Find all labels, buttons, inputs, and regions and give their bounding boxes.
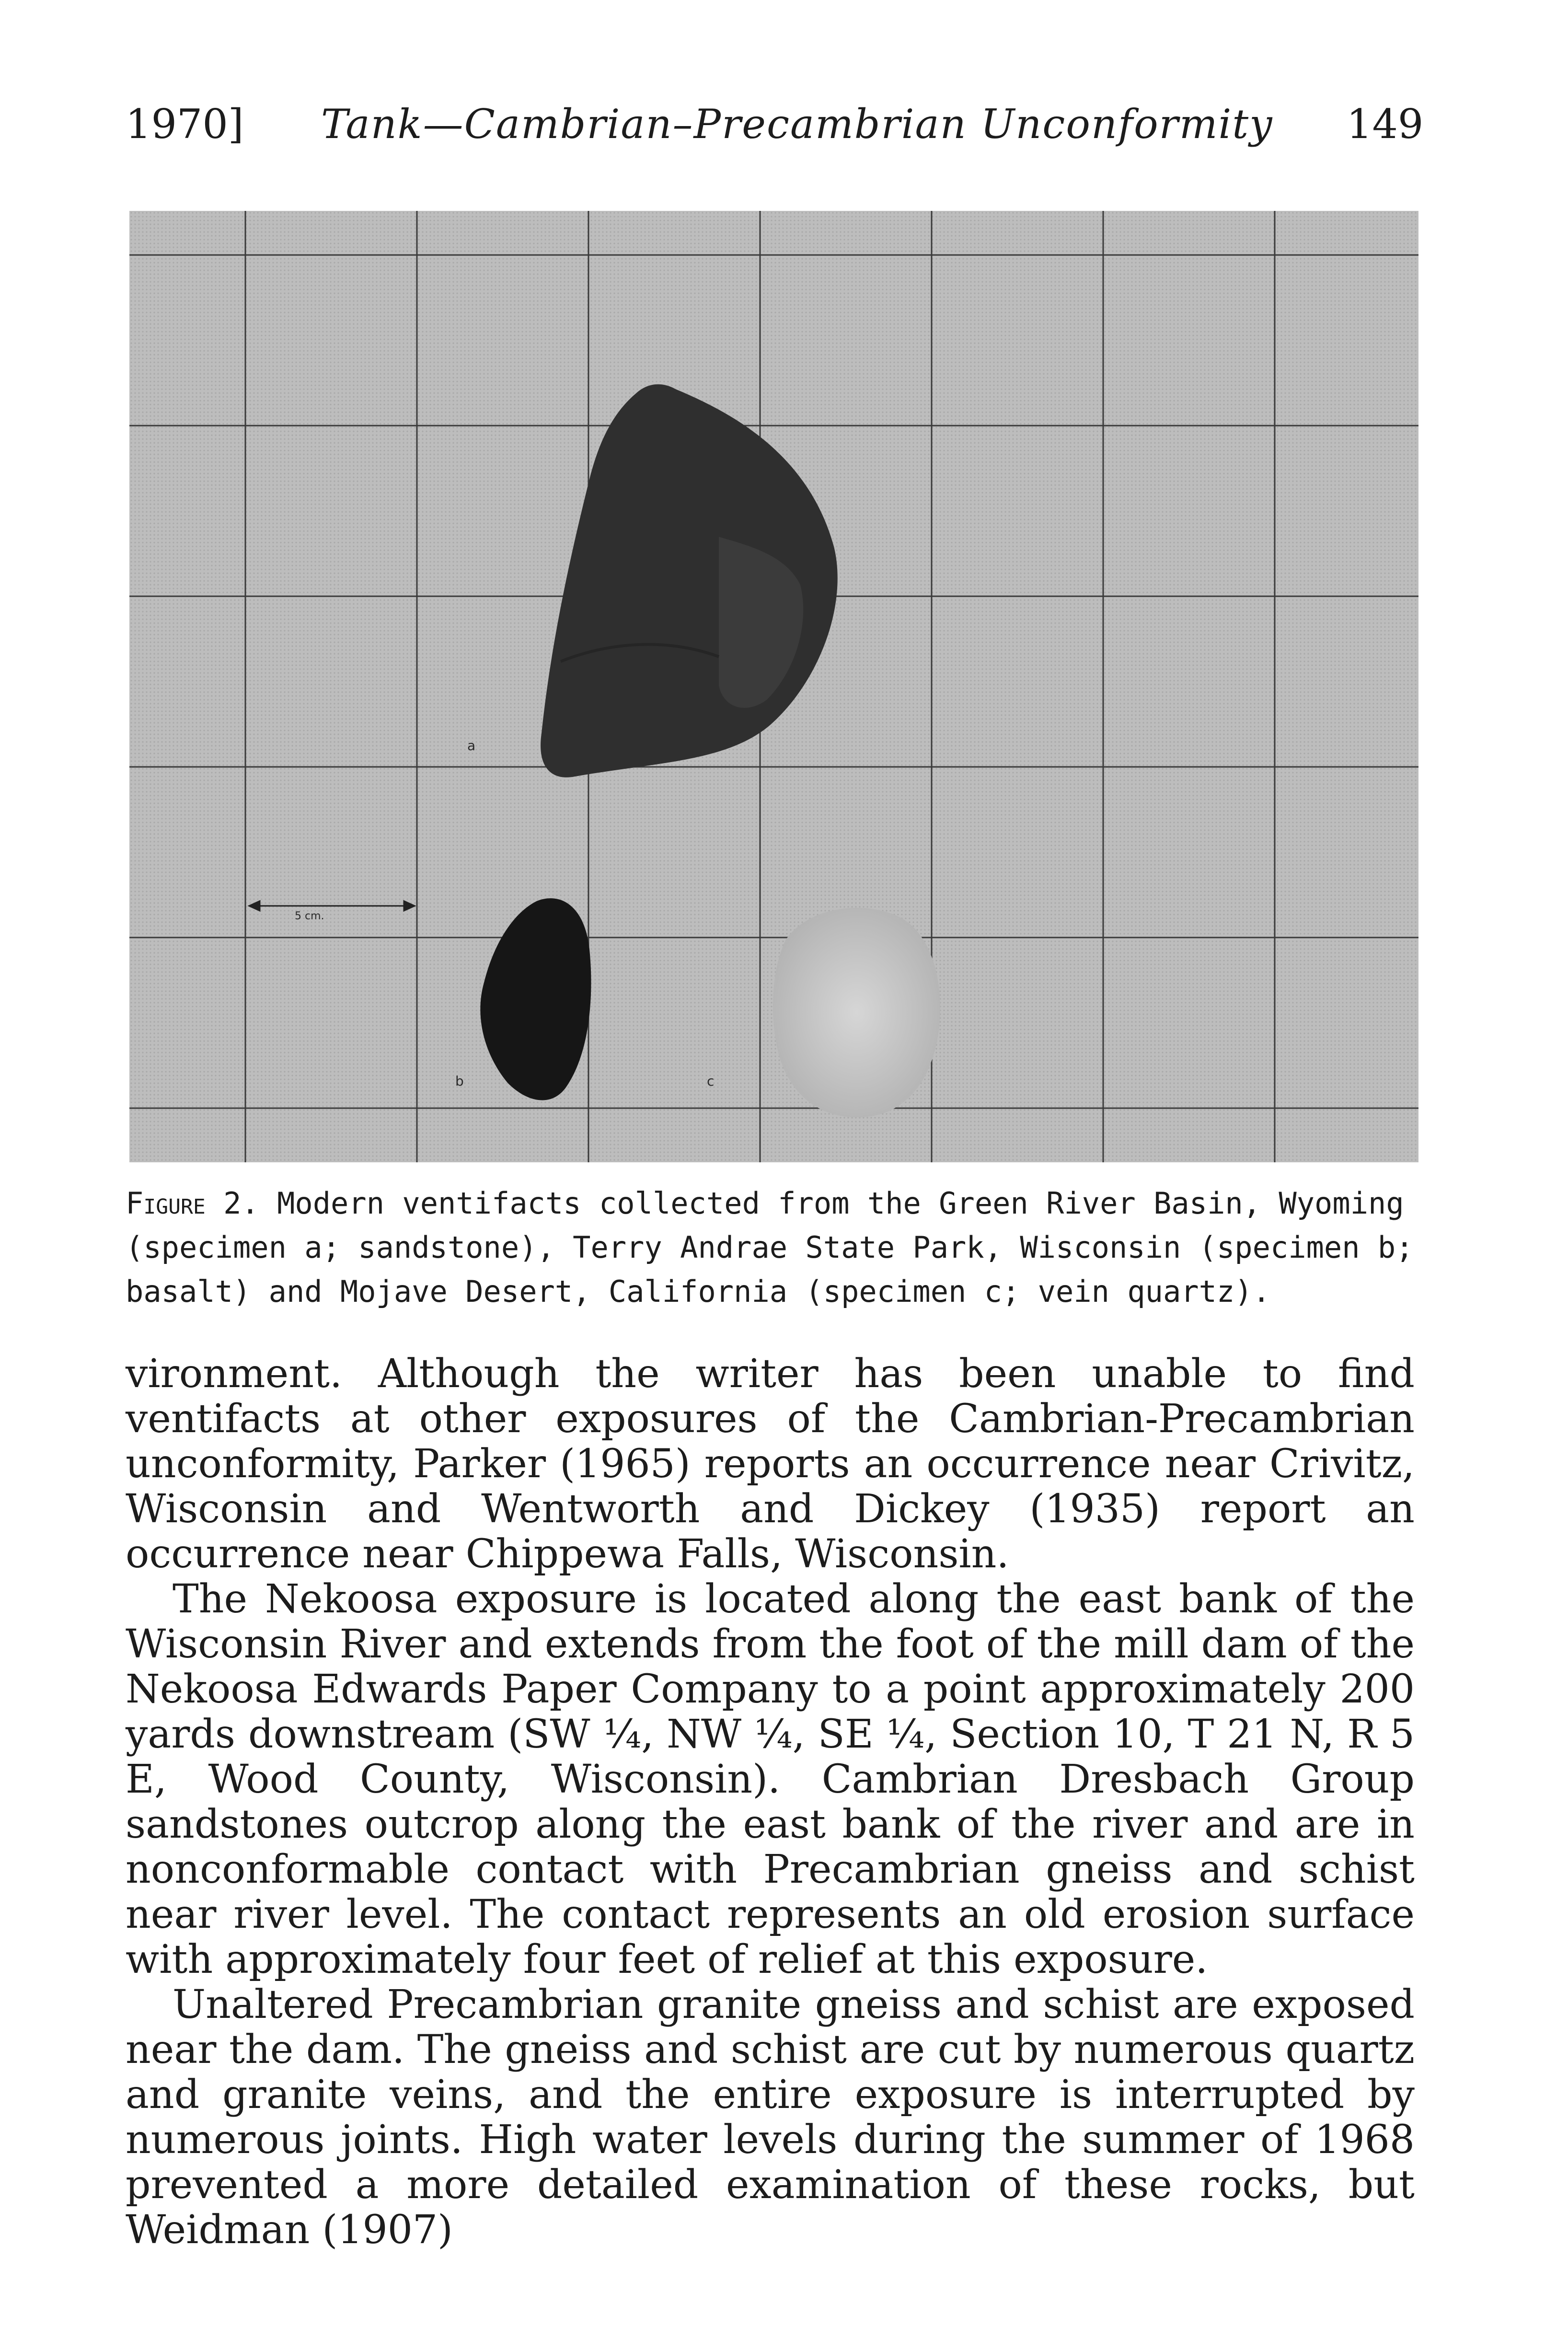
running-header — [0, 101, 1568, 163]
figure-photograph — [129, 211, 1418, 1162]
figure-number: Figure 2. — [126, 1186, 259, 1221]
scale-label: 5 cm. — [295, 910, 324, 922]
article-body — [126, 1352, 1415, 2253]
specimen-label-b: b — [455, 1073, 464, 1089]
specimen-label-a: a — [467, 738, 476, 753]
volume-year: 1970] — [126, 101, 244, 148]
paragraph-continued: vironment. Although the writer has been unable to find ventifacts at other exposures of the Cambrian-Precambrian unconformity, Parker (1965) reports an occurrence near Crivitz, Wisconsin and Wentworth and Dickey (1935) report an occurrence near Chippewa Falls, Wisconsin. — [126, 1351, 1415, 1577]
caption-text: Modern ventifacts collected from the Green River Basin, Wyoming (specimen a; sandstone), Terry Andrae State Park, Wisconsin (specimen b; basalt) and Mojave Desert, California (specimen c; vein quartz). — [126, 1186, 1414, 1309]
specimen-label-c: c — [707, 1073, 715, 1089]
figure-caption — [126, 1181, 1415, 1314]
page-number: 149 — [1347, 101, 1424, 148]
paragraph-precambrian-gneiss: Unaltered Precambrian granite gneiss and schist are exposed near the dam. The gneiss and schist are cut by numerous quartz and granite veins, and the entire exposure is interrupted by numerous joints. High water levels during the summer of 1968 prevented a more detailed examination of these rocks, but Weidman (1907) — [126, 1982, 1415, 2253]
running-title: Tank—Cambrian–Precambrian Unconformity — [321, 101, 1273, 148]
paragraph-nekoosa-exposure: The Nekoosa exposure is located along the east bank of the Wisconsin River and extends from the foot of the mill dam of the Nekoosa Edwards Paper Company to a point approximately 200 yards downstream (SW ¼, NW ¼, SE ¼, Section 10, T 21 N, R 5 E, Wood County, Wisconsin). Cambrian Dresbach Group sandstones outcrop along the east bank of the river and are in nonconformable contact with Precambrian gneiss and schist near river level. The contact represents an old erosion surface with approximately four feet of relief at this exposure. — [126, 1576, 1415, 1982]
specimen-c-vein-quartz — [773, 908, 940, 1117]
